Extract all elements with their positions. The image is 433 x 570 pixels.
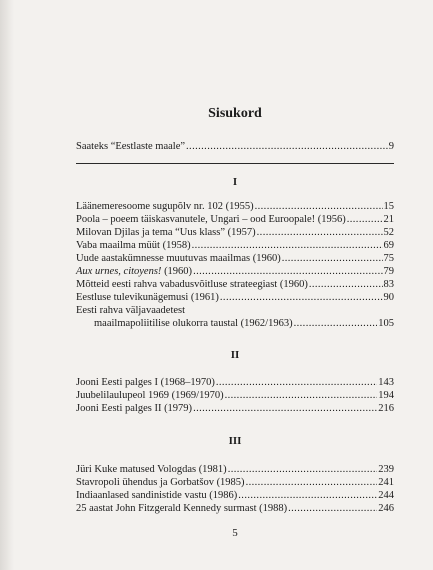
toc-leader-dots (255, 200, 383, 213)
toc-entry-page: 21 (383, 214, 394, 225)
toc-leader-dots (347, 213, 383, 226)
toc-entry[interactable] (76, 252, 394, 265)
toc-entry-page: 244 (378, 490, 394, 501)
toc-leader-dots (228, 463, 378, 476)
toc-entry-text: Vaba maailma müüt (1958) (76, 240, 191, 251)
toc-entry-text: Juubelilaulupeol 1969 (1969/1970) (76, 390, 224, 401)
toc-entry-page: 83 (383, 279, 394, 290)
toc-entry-page: 246 (378, 503, 394, 514)
toc-entry-text: Mõtteid eesti rahva vabadusvõitluse strateegiast (1960) (76, 279, 308, 290)
toc-entry-text: Eestluse tulevikunägemusi (1961) (76, 292, 219, 303)
toc-entry-page: 90 (383, 292, 394, 303)
section-numeral-2: II (230, 349, 240, 361)
toc-entry[interactable] (76, 476, 394, 489)
toc-entry-intro[interactable] (76, 140, 394, 153)
toc-leader-dots (220, 291, 383, 304)
toc-entry-text: Milovan Djilas ja tema “Uus klass” (1957) (76, 227, 256, 238)
toc-entry-text: Eesti rahva väljavaadetest (76, 305, 186, 316)
toc-entry-text: Stavropoli ühendus ja Gorbatšov (1985) (76, 477, 245, 488)
toc-entry-text: Jooni Eesti palges I (1968–1970) (76, 377, 215, 388)
toc-leader-dots (192, 239, 383, 252)
toc-entry[interactable] (76, 376, 394, 389)
toc-entry-text (76, 265, 192, 278)
toc-entry-page: 52 (383, 227, 394, 238)
toc-entry-first-line[interactable] (76, 304, 394, 317)
toc-entry[interactable] (76, 200, 394, 213)
toc-entry-page: 9 (388, 141, 394, 152)
page-number: 5 (232, 527, 238, 539)
page-gutter-shadow (0, 0, 14, 570)
toc-entry-text: Saateks “Eestlaste maale” (76, 141, 186, 152)
toc-leader-dots (246, 476, 378, 489)
toc-entry-page: 143 (378, 377, 394, 388)
page-title: Sisukord (208, 106, 262, 121)
toc-entry-page: 105 (378, 318, 394, 329)
section-numeral-3: III (228, 435, 242, 447)
toc-entry[interactable] (76, 291, 394, 304)
toc-leader-dots (288, 502, 377, 515)
toc-entry[interactable] (76, 389, 394, 402)
toc-leader-dots (193, 265, 382, 278)
toc-entry-text: Läänemeresoome sugupõlv nr. 102 (1955) (76, 201, 254, 212)
toc-entry-page: 239 (378, 464, 394, 475)
toc-entry-page: 15 (383, 201, 394, 212)
toc-leader-dots (238, 489, 377, 502)
toc-entry-page: 69 (383, 240, 394, 251)
toc-entry[interactable] (76, 226, 394, 239)
section-numeral-1: I (232, 176, 238, 188)
toc-entry[interactable] (76, 402, 394, 415)
toc-entry-text: maailmapoliitilise olukorra taustal (1962/1963) (94, 318, 293, 329)
toc-leader-dots (225, 389, 378, 402)
toc-entry[interactable] (76, 265, 394, 278)
toc-leader-dots (186, 140, 388, 153)
toc-leader-dots (282, 252, 383, 265)
toc-entry-page: 241 (378, 477, 394, 488)
toc-leader-dots (257, 226, 383, 239)
toc-entry[interactable] (76, 213, 394, 226)
toc-entry-italic-text: Aux urnes, citoyens! (76, 266, 162, 277)
toc-entry-year: (1960) (161, 266, 193, 277)
toc-entry-text: Jüri Kuke matused Vologdas (1981) (76, 464, 227, 475)
toc-leader-dots (193, 402, 377, 415)
toc-entry-page: 79 (383, 266, 394, 277)
section-divider (76, 163, 394, 164)
toc-entry[interactable] (76, 463, 394, 476)
toc-leader-dots (309, 278, 383, 291)
toc-entry-page: 216 (378, 403, 394, 414)
toc-entry-text: Uude aastakümnesse muutuvas maailmas (1960) (76, 253, 281, 264)
toc-entry[interactable] (76, 239, 394, 252)
toc-entry-continuation[interactable] (94, 317, 394, 330)
toc-entry[interactable] (76, 489, 394, 502)
toc-entry[interactable] (76, 278, 394, 291)
toc-entry-page: 75 (383, 253, 394, 264)
toc-entry-text: Jooni Eesti palges II (1979) (76, 403, 193, 414)
toc-entry-text: Indiaanlased sandinistide vastu (1986) (76, 490, 238, 501)
toc-entry-text: Poola – poeem täiskasvanutele, Ungari – ood Euroopale! (1956) (76, 214, 346, 225)
toc-entry-page: 194 (378, 390, 394, 401)
toc-entry-text: 25 aastat John Fitzgerald Kennedy surmast (1988) (76, 503, 288, 514)
toc-entry[interactable] (76, 502, 394, 515)
toc-leader-dots (294, 317, 378, 330)
toc-leader-dots (216, 376, 377, 389)
